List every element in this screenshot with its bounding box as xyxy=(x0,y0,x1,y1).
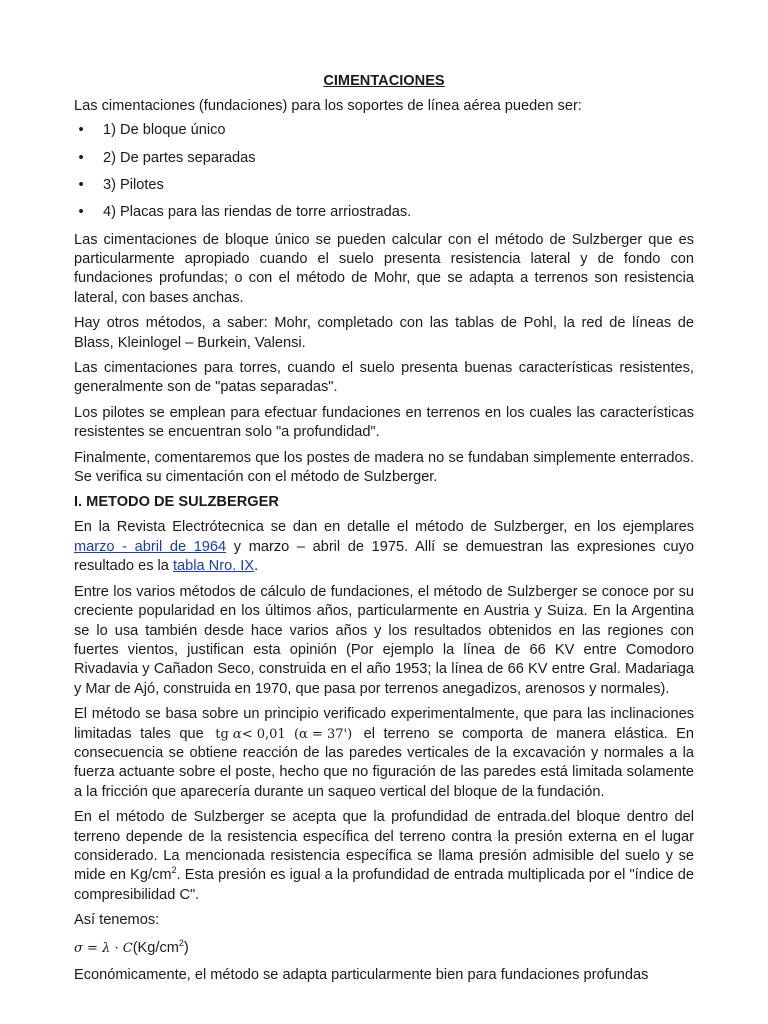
bullet-icon: • xyxy=(78,149,84,166)
paragraph-principio: El método se basa sobre un principio verificado experimentalmente, que para las inclinaciones limitadas tales que tg α< 0,01 (α = 37') el terreno se comporta de manera elástica. En consecuencia se obtiene reacción de las paredes verticales de la excavación y normales a la fuerza actuante sobre el poste, hecho que no figuración de las paredes está limitada solamente a la fricción que aparecería durante un saqueo vertical del bloque de la fundación. xyxy=(74,706,694,800)
document-page xyxy=(74,72,694,991)
list-item: • 2) De partes separadas xyxy=(74,149,694,168)
list-item: • 4) Placas para las riendas de torre arriostradas. xyxy=(74,203,694,222)
bullet-icon: • xyxy=(78,122,84,139)
paragraph-postes-madera: Finalmente, comentaremos que los postes de madera no se fundaban simplemente enterrados. Se verifica su cimentación con el método de Sulzberger. xyxy=(74,449,694,486)
paragraph-torres: Las cimentaciones para torres, cuando el suelo presenta buenas características resistentes, generalmente son de "patas separadas". xyxy=(74,360,694,396)
bullet-icon: • xyxy=(78,204,84,221)
intro-paragraph: Las cimentaciones (fundaciones) para los soportes de línea aérea pueden ser: xyxy=(74,98,582,114)
link-tabla-ix[interactable]: tabla Nro. IX xyxy=(172,558,255,575)
paragraph-revista: En la Revista Electrótecnica se dan en detalle el método de Sulzberger, en los ejemplares marzo - abril de 1964 y marzo – abril de 1975. Allí se demuestran las expresiones cuyo resultado es la tabla Nro. IX. xyxy=(74,519,694,575)
inclination-formula: tg α< 0,01 (α = 37') xyxy=(215,726,353,742)
link-marzo-abril-1964[interactable]: marzo - abril de 1964 xyxy=(74,538,227,555)
list-item: • 1) De bloque único xyxy=(74,121,694,140)
paragraph-popularidad: Entre los varios métodos de cálculo de fundaciones, el método de Sulzberger se conoce por su creciente popularidad en los últimos años, particularmente en Austria y Suiza. En la Argentina se lo usa también desde hace varios años y los resultados obtenidos en las regiones con fuertes vientos, justifican esta opinión (Por ejemplo la línea de 66 KV entre Comodoro Rivadavia y Cañadon Seco, construida en el año 1953; la línea de 66 KV entre Gral. Madariaga y Mar de Ajó, construida en 1970, que pasa por terrenos anegadizos, arenosos y normales). xyxy=(74,583,694,697)
paragraph-asi-tenemos: Así tenemos: xyxy=(74,912,160,929)
document-title: CIMENTACIONES xyxy=(323,73,445,89)
foundation-types-list xyxy=(74,121,694,222)
list-item: • 3) Pilotes xyxy=(74,176,694,195)
bullet-icon: • xyxy=(78,177,84,193)
paragraph-bloque-unico: Las cimentaciones de bloque único se pueden calcular con el método de Sulzberger que es particularmente apropiado cuando el suelo presenta resistencia lateral y de fondo con fundaciones profundas; o con el método de Mohr, que se adapta a terrenos son resistencia lateral, con bases anchas. xyxy=(74,231,694,306)
paragraph-pilotes: Los pilotes se emplean para efectuar fundaciones en terrenos en los cuales las características resistentes se encuentran solo "a profundidad". xyxy=(74,404,694,441)
section-heading: I. METODO DE SULZBERGER xyxy=(74,494,279,511)
sigma-formula: $\sigma = \lambda \cdot C(Kg/cm^2)$ xyxy=(74,937,189,956)
paragraph-otros-metodos: Hay otros métodos, a saber: Mohr, completado con las tablas de Pohl, la red de líneas de Blass, Kleinlogel – Burkein, Valensi. xyxy=(74,315,694,351)
paragraph-profundidad: En el método de Sulzberger se acepta que la profundidad de entrada.del bloque dentro del terreno depende de la resistencia específica del terreno contra la presión externa en el lugar considerado. La mencionada resistencia específica se llama presión admisible del suelo y se mide en $Kg/cm^2$. Esta presión es igual a la profundidad de entrada multiplicada por el "índice de compresibilidad C". xyxy=(74,809,694,903)
paragraph-economicamente: Económicamente, el método se adapta particularmente bien para fundaciones profundas xyxy=(74,966,649,983)
